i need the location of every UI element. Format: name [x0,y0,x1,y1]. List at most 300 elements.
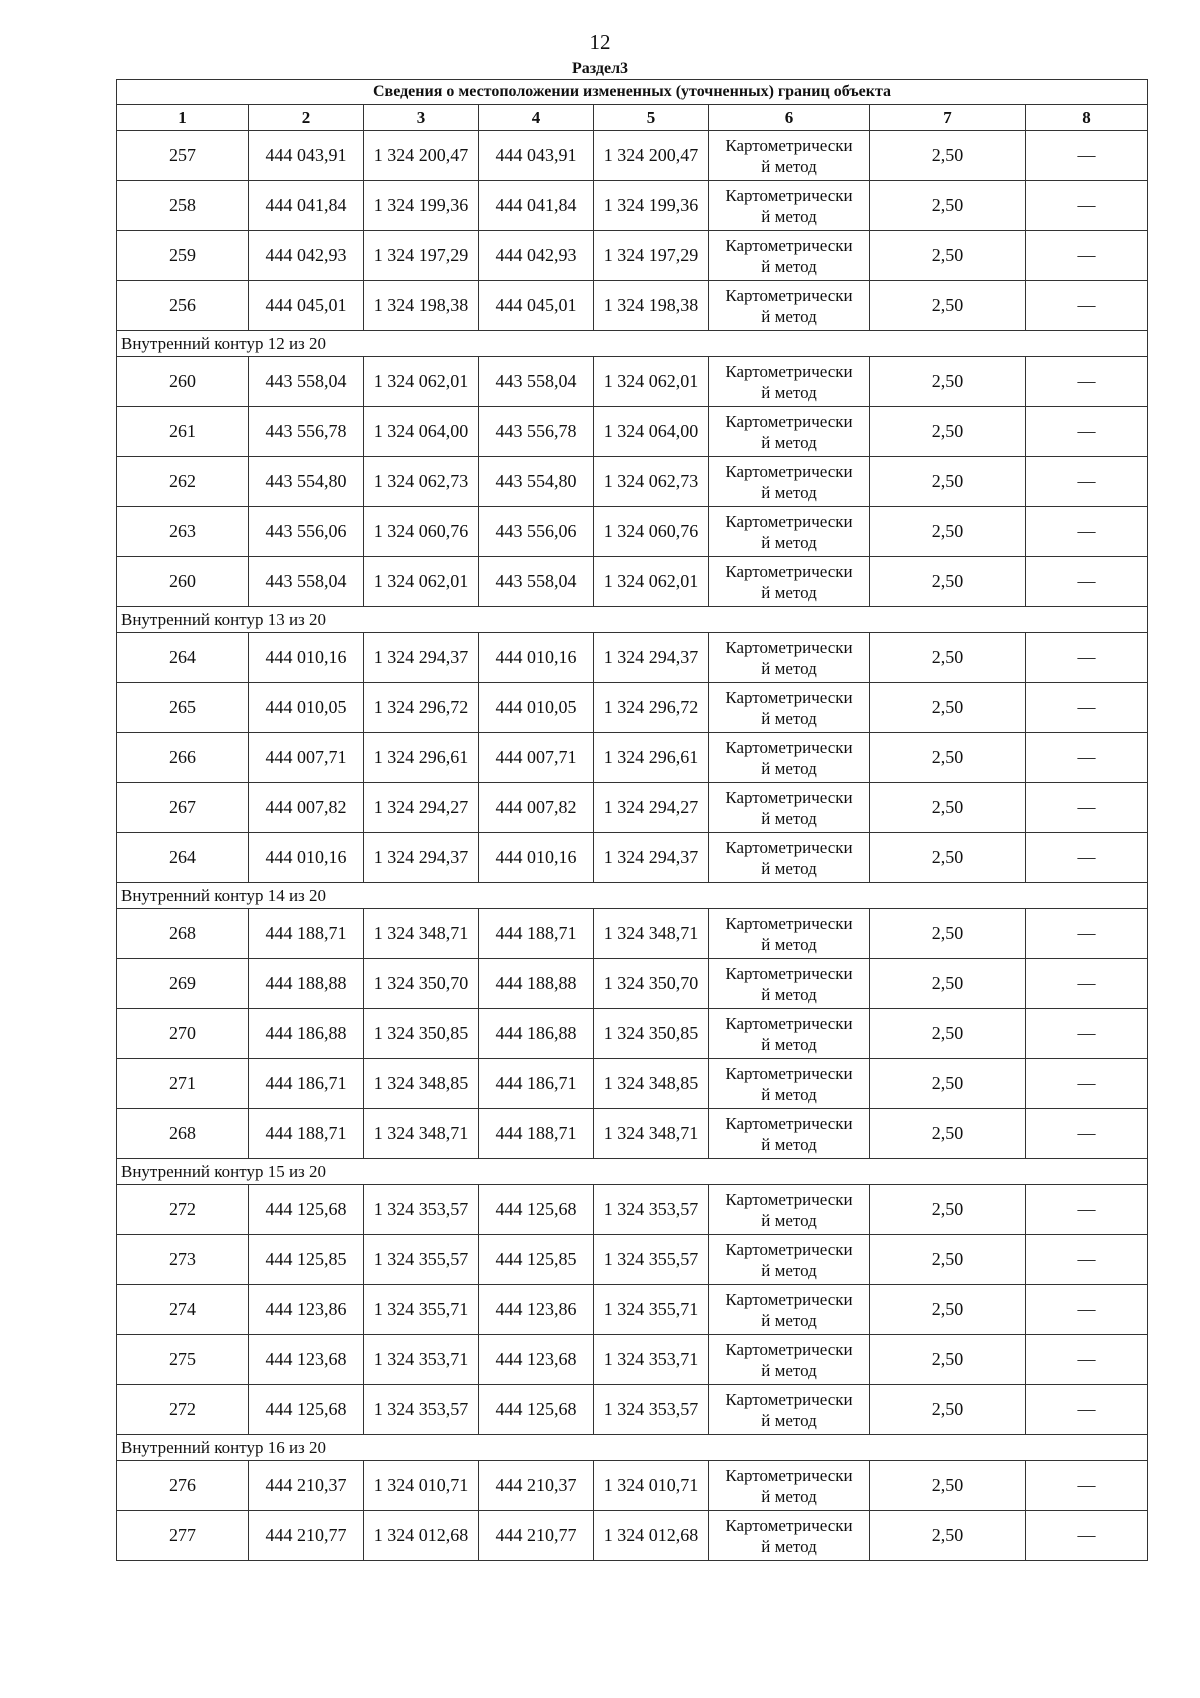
existing-x: 443 556,06 [249,507,364,557]
existing-y: 1 324 012,68 [364,1511,479,1561]
method-cell [709,231,870,281]
table-row [117,633,1148,683]
new-y: 1 324 294,37 [594,833,709,883]
accuracy: 2,50 [870,557,1026,607]
existing-x: 444 186,88 [249,1009,364,1059]
existing-x: 444 188,88 [249,959,364,1009]
accuracy: 2,50 [870,357,1026,407]
method-line-1: Картометрически [725,787,853,807]
note: — [1026,633,1148,683]
accuracy: 2,50 [870,507,1026,557]
method-line-1: Картометрически [725,411,853,431]
new-x: 444 188,71 [479,909,594,959]
note: — [1026,1285,1148,1335]
point-number: 274 [117,1285,249,1335]
existing-y: 1 324 060,76 [364,507,479,557]
existing-x: 444 042,93 [249,231,364,281]
accuracy: 2,50 [870,1059,1026,1109]
point-number: 263 [117,507,249,557]
method-line-2: й метод [761,984,817,1004]
table-row [117,181,1148,231]
existing-y: 1 324 062,73 [364,457,479,507]
method-line-1: Картометрически [725,1189,853,1209]
existing-y: 1 324 294,37 [364,833,479,883]
method-cell [709,357,870,407]
point-number: 277 [117,1511,249,1561]
method-cell [709,1109,870,1159]
note: — [1026,833,1148,883]
method-cell [709,1335,870,1385]
new-y: 1 324 062,01 [594,557,709,607]
table-row [117,783,1148,833]
method-line-2: й метод [761,1260,817,1280]
point-number: 261 [117,407,249,457]
existing-x: 444 010,16 [249,633,364,683]
table-row [117,833,1148,883]
note: — [1026,231,1148,281]
method-cell [709,1511,870,1561]
new-x: 444 123,86 [479,1285,594,1335]
method-line-2: й метод [761,306,817,326]
column-number: 2 [249,105,364,131]
method-cell [709,1235,870,1285]
existing-y: 1 324 355,57 [364,1235,479,1285]
note: — [1026,507,1148,557]
method-line-1: Картометрически [725,1465,853,1485]
point-number: 256 [117,281,249,331]
table-row [117,357,1148,407]
point-number: 260 [117,557,249,607]
method-line-1: Картометрически [725,561,853,581]
existing-y: 1 324 064,00 [364,407,479,457]
existing-x: 444 186,71 [249,1059,364,1109]
accuracy: 2,50 [870,1285,1026,1335]
existing-y: 1 324 198,38 [364,281,479,331]
point-number: 267 [117,783,249,833]
method-line-2: й метод [761,1536,817,1556]
new-x: 444 188,71 [479,1109,594,1159]
new-x: 443 558,04 [479,357,594,407]
table-row [117,1285,1148,1335]
table-row [117,733,1148,783]
existing-y: 1 324 062,01 [364,557,479,607]
existing-y: 1 324 355,71 [364,1285,479,1335]
accuracy: 2,50 [870,1109,1026,1159]
table-row [117,1385,1148,1435]
table-row [117,1009,1148,1059]
column-number: 7 [870,105,1026,131]
note: — [1026,181,1148,231]
point-number: 264 [117,633,249,683]
existing-y: 1 324 353,71 [364,1335,479,1385]
existing-x: 444 188,71 [249,1109,364,1159]
method-line-2: й метод [761,1310,817,1330]
method-cell [709,407,870,457]
existing-x: 444 041,84 [249,181,364,231]
existing-x: 444 010,05 [249,683,364,733]
point-number: 272 [117,1385,249,1435]
new-x: 444 188,88 [479,959,594,1009]
new-x: 444 210,37 [479,1461,594,1511]
method-cell [709,959,870,1009]
method-line-2: й метод [761,708,817,728]
table-row [117,1335,1148,1385]
existing-y: 1 324 350,70 [364,959,479,1009]
method-cell [709,1461,870,1511]
accuracy: 2,50 [870,1461,1026,1511]
table-row [117,557,1148,607]
method-line-2: й метод [761,658,817,678]
method-line-1: Картометрически [725,511,853,531]
note: — [1026,1461,1148,1511]
method-cell [709,783,870,833]
accuracy: 2,50 [870,959,1026,1009]
existing-y: 1 324 296,61 [364,733,479,783]
note: — [1026,1185,1148,1235]
new-y: 1 324 355,57 [594,1235,709,1285]
method-cell [709,633,870,683]
accuracy: 2,50 [870,1235,1026,1285]
method-line-2: й метод [761,582,817,602]
page-number: 12 [589,30,611,54]
contour-label: Внутренний контур 15 из 20 [117,1159,1148,1185]
new-y: 1 324 060,76 [594,507,709,557]
new-y: 1 324 350,85 [594,1009,709,1059]
method-line-1: Картометрически [725,1013,853,1033]
method-line-1: Картометрически [725,637,853,657]
method-line-1: Картометрически [725,963,853,983]
existing-y: 1 324 294,37 [364,633,479,683]
method-line-1: Картометрически [725,913,853,933]
method-line-1: Картометрически [725,235,853,255]
method-cell [709,181,870,231]
method-line-2: й метод [761,1410,817,1430]
accuracy: 2,50 [870,281,1026,331]
existing-y: 1 324 353,57 [364,1185,479,1235]
new-y: 1 324 353,57 [594,1385,709,1435]
note: — [1026,1511,1148,1561]
new-x: 444 186,71 [479,1059,594,1109]
method-line-2: й метод [761,934,817,954]
note: — [1026,1009,1148,1059]
table-row [117,1109,1148,1159]
contour-label: Внутренний контур 16 из 20 [117,1435,1148,1461]
new-y: 1 324 199,36 [594,181,709,231]
boundary-coordinates-table [116,79,1148,1561]
new-y: 1 324 348,85 [594,1059,709,1109]
method-line-1: Картометрически [725,1239,853,1259]
new-y: 1 324 353,57 [594,1185,709,1235]
existing-x: 444 210,37 [249,1461,364,1511]
contour-header-row [117,607,1148,633]
method-line-1: Картометрически [725,837,853,857]
method-line-2: й метод [761,432,817,452]
existing-y: 1 324 199,36 [364,181,479,231]
note: — [1026,457,1148,507]
new-x: 443 556,06 [479,507,594,557]
table-caption-row [117,80,1148,105]
note: — [1026,1059,1148,1109]
method-line-2: й метод [761,156,817,176]
accuracy: 2,50 [870,407,1026,457]
accuracy: 2,50 [870,131,1026,181]
table-row [117,131,1148,181]
new-y: 1 324 198,38 [594,281,709,331]
point-number: 271 [117,1059,249,1109]
column-number: 6 [709,105,870,131]
note: — [1026,1385,1148,1435]
new-x: 444 041,84 [479,181,594,231]
method-line-1: Картометрически [725,1339,853,1359]
accuracy: 2,50 [870,181,1026,231]
method-line-2: й метод [761,206,817,226]
contour-header-row [117,331,1148,357]
method-line-2: й метод [761,482,817,502]
new-x: 443 556,78 [479,407,594,457]
existing-x: 444 210,77 [249,1511,364,1561]
new-y: 1 324 296,72 [594,683,709,733]
existing-x: 444 007,82 [249,783,364,833]
accuracy: 2,50 [870,1385,1026,1435]
method-cell [709,281,870,331]
method-line-1: Картометрически [725,461,853,481]
table-caption: Сведения о местоположении измененных (уточненных) границ объекта [117,80,1148,105]
method-line-1: Картометрически [725,737,853,757]
new-x: 444 010,05 [479,683,594,733]
method-line-2: й метод [761,1134,817,1154]
method-cell [709,1385,870,1435]
new-y: 1 324 010,71 [594,1461,709,1511]
existing-y: 1 324 062,01 [364,357,479,407]
existing-y: 1 324 348,85 [364,1059,479,1109]
method-cell [709,557,870,607]
method-line-1: Картометрически [725,1389,853,1409]
method-line-1: Картометрически [725,1113,853,1133]
point-number: 273 [117,1235,249,1285]
new-x: 444 042,93 [479,231,594,281]
method-cell [709,507,870,557]
method-line-1: Картометрически [725,687,853,707]
method-cell [709,909,870,959]
point-number: 260 [117,357,249,407]
new-x: 443 554,80 [479,457,594,507]
new-x: 444 125,68 [479,1385,594,1435]
note: — [1026,783,1148,833]
existing-y: 1 324 296,72 [364,683,479,733]
existing-x: 443 554,80 [249,457,364,507]
existing-y: 1 324 350,85 [364,1009,479,1059]
method-cell [709,1285,870,1335]
accuracy: 2,50 [870,1185,1026,1235]
new-x: 444 123,68 [479,1335,594,1385]
method-cell [709,1185,870,1235]
method-line-1: Картометрически [725,1063,853,1083]
accuracy: 2,50 [870,1511,1026,1561]
accuracy: 2,50 [870,1009,1026,1059]
method-line-1: Картометрически [725,185,853,205]
method-line-2: й метод [761,808,817,828]
accuracy: 2,50 [870,231,1026,281]
note: — [1026,1109,1148,1159]
existing-x: 444 123,86 [249,1285,364,1335]
method-line-2: й метод [761,532,817,552]
new-x: 444 007,71 [479,733,594,783]
new-x: 444 007,82 [479,783,594,833]
new-x: 444 045,01 [479,281,594,331]
new-x: 444 210,77 [479,1511,594,1561]
contour-label: Внутренний контур 14 из 20 [117,883,1148,909]
section-title: Раздел3 [571,60,629,77]
existing-x: 444 125,68 [249,1385,364,1435]
accuracy: 2,50 [870,1335,1026,1385]
existing-x: 444 010,16 [249,833,364,883]
method-line-2: й метод [761,1084,817,1104]
new-y: 1 324 294,37 [594,633,709,683]
method-line-2: й метод [761,1360,817,1380]
point-number: 276 [117,1461,249,1511]
method-cell [709,1059,870,1109]
table-row [117,407,1148,457]
table-row [117,683,1148,733]
new-y: 1 324 062,01 [594,357,709,407]
note: — [1026,557,1148,607]
column-number: 3 [364,105,479,131]
existing-y: 1 324 348,71 [364,1109,479,1159]
existing-x: 444 045,01 [249,281,364,331]
table-row [117,1461,1148,1511]
accuracy: 2,50 [870,909,1026,959]
new-y: 1 324 200,47 [594,131,709,181]
table-row [117,231,1148,281]
new-y: 1 324 348,71 [594,909,709,959]
existing-x: 444 123,68 [249,1335,364,1385]
existing-x: 444 125,68 [249,1185,364,1235]
method-line-2: й метод [761,1034,817,1054]
new-x: 444 125,85 [479,1235,594,1285]
point-number: 270 [117,1009,249,1059]
contour-label: Внутренний контур 12 из 20 [117,331,1148,357]
method-line-1: Картометрически [725,285,853,305]
method-cell [709,683,870,733]
existing-x: 444 043,91 [249,131,364,181]
table-row [117,457,1148,507]
method-line-1: Картометрически [725,135,853,155]
note: — [1026,683,1148,733]
existing-x: 444 125,85 [249,1235,364,1285]
new-y: 1 324 294,27 [594,783,709,833]
method-line-2: й метод [761,1486,817,1506]
existing-x: 443 558,04 [249,357,364,407]
accuracy: 2,50 [870,833,1026,883]
note: — [1026,281,1148,331]
note: — [1026,131,1148,181]
accuracy: 2,50 [870,457,1026,507]
new-y: 1 324 064,00 [594,407,709,457]
table-row [117,1185,1148,1235]
new-y: 1 324 348,71 [594,1109,709,1159]
new-y: 1 324 355,71 [594,1285,709,1335]
existing-y: 1 324 200,47 [364,131,479,181]
method-line-1: Картометрически [725,1289,853,1309]
method-cell [709,733,870,783]
table-row [117,909,1148,959]
new-x: 443 558,04 [479,557,594,607]
note: — [1026,1335,1148,1385]
method-cell [709,457,870,507]
point-number: 265 [117,683,249,733]
new-y: 1 324 197,29 [594,231,709,281]
point-number: 268 [117,1109,249,1159]
existing-y: 1 324 294,27 [364,783,479,833]
new-x: 444 125,68 [479,1185,594,1235]
existing-y: 1 324 197,29 [364,231,479,281]
method-cell [709,131,870,181]
method-line-2: й метод [761,858,817,878]
existing-x: 444 007,71 [249,733,364,783]
point-number: 272 [117,1185,249,1235]
point-number: 262 [117,457,249,507]
new-y: 1 324 350,70 [594,959,709,1009]
existing-x: 443 556,78 [249,407,364,457]
point-number: 259 [117,231,249,281]
note: — [1026,357,1148,407]
existing-y: 1 324 010,71 [364,1461,479,1511]
contour-header-row [117,883,1148,909]
table-row [117,1511,1148,1561]
existing-y: 1 324 348,71 [364,909,479,959]
accuracy: 2,50 [870,633,1026,683]
method-line-1: Картометрически [725,361,853,381]
new-x: 444 043,91 [479,131,594,181]
point-number: 264 [117,833,249,883]
new-y: 1 324 012,68 [594,1511,709,1561]
note: — [1026,407,1148,457]
note: — [1026,1235,1148,1285]
accuracy: 2,50 [870,683,1026,733]
column-number: 8 [1026,105,1148,131]
new-x: 444 010,16 [479,833,594,883]
existing-x: 444 188,71 [249,909,364,959]
new-x: 444 186,88 [479,1009,594,1059]
column-number: 1 [117,105,249,131]
new-x: 444 010,16 [479,633,594,683]
new-y: 1 324 296,61 [594,733,709,783]
table-row [117,281,1148,331]
method-line-2: й метод [761,382,817,402]
note: — [1026,909,1148,959]
accuracy: 2,50 [870,733,1026,783]
point-number: 275 [117,1335,249,1385]
point-number: 268 [117,909,249,959]
method-cell [709,1009,870,1059]
contour-label: Внутренний контур 13 из 20 [117,607,1148,633]
new-y: 1 324 062,73 [594,457,709,507]
contour-header-row [117,1435,1148,1461]
existing-x: 443 558,04 [249,557,364,607]
note: — [1026,733,1148,783]
point-number: 257 [117,131,249,181]
method-line-2: й метод [761,1210,817,1230]
table-row [117,1059,1148,1109]
column-number: 5 [594,105,709,131]
table-row [117,1235,1148,1285]
method-line-2: й метод [761,758,817,778]
point-number: 266 [117,733,249,783]
point-number: 269 [117,959,249,1009]
method-line-1: Картометрически [725,1515,853,1535]
column-number: 4 [479,105,594,131]
contour-header-row [117,1159,1148,1185]
